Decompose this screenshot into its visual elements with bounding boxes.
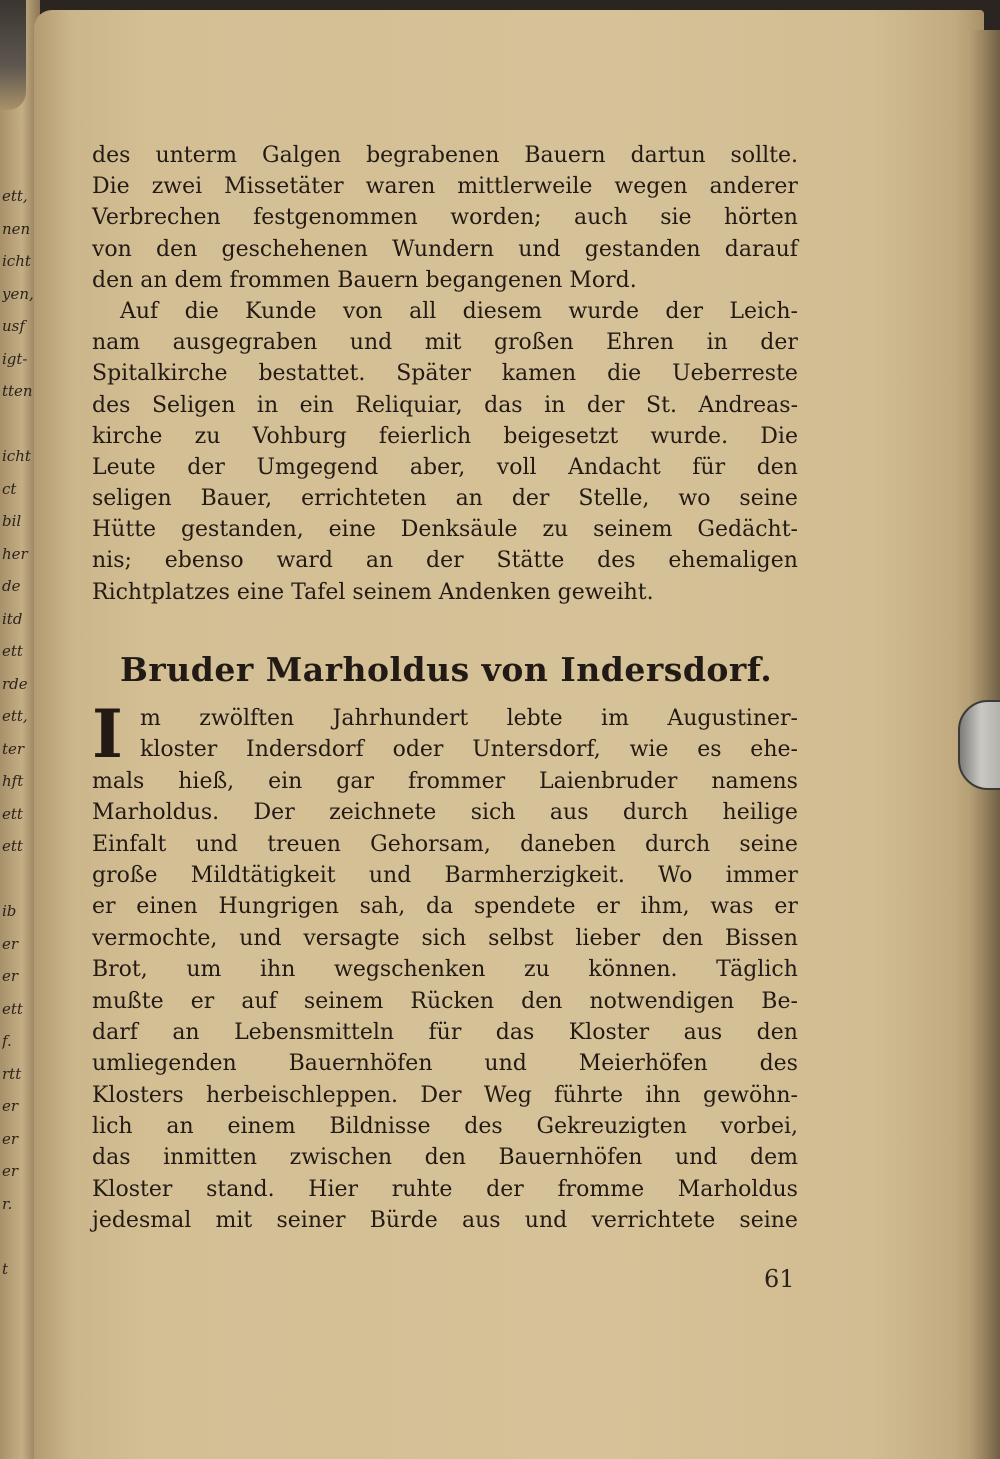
text-line: darf an Lebensmitteln für das Kloster aus den (92, 1019, 798, 1045)
text-line: des Seligen in ein Reliquiar, das in der St. Andreas- (92, 392, 798, 418)
text-line: von den geschehenen Wundern und gestanden darauf (92, 236, 798, 262)
facing-page-fragment: er (2, 967, 19, 985)
body-text-section (92, 695, 798, 1237)
facing-page-fragment: her (2, 544, 28, 563)
facing-page-fragment: er (2, 1097, 19, 1115)
text-line: große Mildtätigkeit und Barmherzigkeit. Wo immer (92, 862, 798, 888)
text-line: seligen Bauer, errichteten an der Stelle, wo seine (92, 486, 798, 512)
facing-page-fragment: igt- (2, 349, 28, 368)
facing-page-fragment (2, 408, 36, 441)
text-line: des unterm Galgen begrabenen Bauern dartun sollte. (92, 143, 798, 168)
text-line: vermochte, und versagte sich selbst lieber den Bissen (92, 925, 798, 951)
drop-cap: I (92, 695, 123, 773)
facing-page-fragment: rde (2, 674, 28, 693)
facing-page-fragment: r. (2, 1194, 13, 1213)
text-line: Einfalt und treuen Gehorsam, daneben durch seine (92, 831, 798, 857)
book-binding-shadow (0, 0, 26, 110)
text-line: Hütte gestanden, eine Denksäule zu seinem Gedächt- (92, 517, 798, 543)
text-line: kloster Indersdorf oder Untersdorf, wie es ehe- (140, 737, 798, 763)
text-line: den an dem frommen Bauern begangenen Mord. (92, 267, 637, 293)
facing-page-text-fragments (2, 180, 36, 1285)
facing-page-fragment: ett (2, 999, 23, 1018)
text-line: nam ausgegraben und mit großen Ehren in der (92, 330, 798, 356)
text-line: Verbrechen festgenommen worden; auch sie hörten (92, 205, 798, 231)
facing-page-fragment: ett (2, 804, 23, 823)
text-line: nis; ebenso ward an der Stätte des ehemaligen (92, 548, 798, 574)
facing-page-fragment: usf (2, 317, 25, 335)
text-line: Brot, um ihn wegschenken zu können. Täglich (92, 957, 798, 983)
text-line: Spitalkirche bestattet. Später kamen die Ueberreste (92, 361, 798, 387)
text-line: Die zwei Missetäter waren mittlerweile wegen anderer (92, 174, 798, 200)
facing-page-fragment: ett, (2, 187, 28, 205)
text-line: mals hieß, ein gar frommer Laienbruder namens (92, 768, 798, 794)
facing-page-fragment: de (2, 577, 21, 595)
facing-page-fragment: icht (2, 447, 31, 465)
text-line: m zwölften Jahrhundert lebte im Augustiner- (140, 706, 798, 731)
facing-page-fragment: er (2, 934, 19, 953)
facing-page-fragment: yen, (2, 284, 34, 303)
page-number: 61 (764, 1265, 795, 1293)
text-line: das inmitten zwischen den Bauernhöfen und dem (92, 1145, 798, 1171)
text-line: mußte er auf seinem Rücken den notwendigen Be- (92, 988, 798, 1014)
facing-page-fragment: hft (2, 772, 24, 790)
facing-page-fragment: f. (2, 1032, 12, 1050)
facing-page-fragment: ct (2, 479, 17, 498)
text-line: lich an einem Bildnisse des Gekreuzigten vorbei, (92, 1114, 798, 1140)
text-line: Kloster stand. Hier ruhte der fromme Marholdus (92, 1176, 798, 1202)
facing-page-fragment: bil (2, 512, 22, 530)
facing-page-fragment: er (2, 1129, 19, 1148)
text-line: Richtplatzes eine Tafel seinem Andenken geweiht. (92, 579, 654, 605)
text-line: jedesmal mit seiner Bürde aus und verrichtete seine (92, 1208, 798, 1234)
body-text-top (92, 140, 798, 608)
text-line: Marholdus. Der zeichnete sich aus durch heilige (92, 800, 798, 826)
facing-page-fragment: rtt (2, 1064, 22, 1083)
facing-page-fragment: ib (2, 902, 17, 920)
text-line: Leute der Umgegend aber, voll Andacht für den (92, 454, 798, 480)
facing-page-fragment: ett (2, 642, 23, 660)
section-heading: Bruder Marholdus von Indersdorf. (120, 650, 773, 689)
facing-page-fragment: ett (2, 837, 23, 855)
text-line: Auf die Kunde von all diesem wurde der Leich- (120, 298, 798, 324)
text-line: Klosters herbeischleppen. Der Weg führte ihn gewöhn- (92, 1082, 798, 1108)
facing-page-fragment: ter (2, 739, 25, 758)
text-line: umliegenden Bauernhöfen und Meierhöfen des (92, 1051, 798, 1077)
facing-page-fragment: icht (2, 252, 31, 270)
facing-page-fragment: ett, (2, 707, 28, 725)
facing-page-fragment (2, 863, 36, 896)
text-line: kirche zu Vohburg feierlich beigesetzt wurde. Die (92, 423, 798, 449)
facing-page-fragment: er (2, 1162, 19, 1180)
facing-page-fragment: nen (2, 219, 31, 238)
facing-page-fragment: t (2, 1259, 9, 1278)
thumb-index-tab (958, 700, 1000, 790)
facing-page-fragment (2, 1220, 36, 1253)
facing-page-fragment: tten (2, 382, 33, 400)
facing-page-fragment: itd (2, 609, 23, 628)
text-line: er einen Hungrigen sah, da spendete er ihm, was er (92, 894, 798, 920)
